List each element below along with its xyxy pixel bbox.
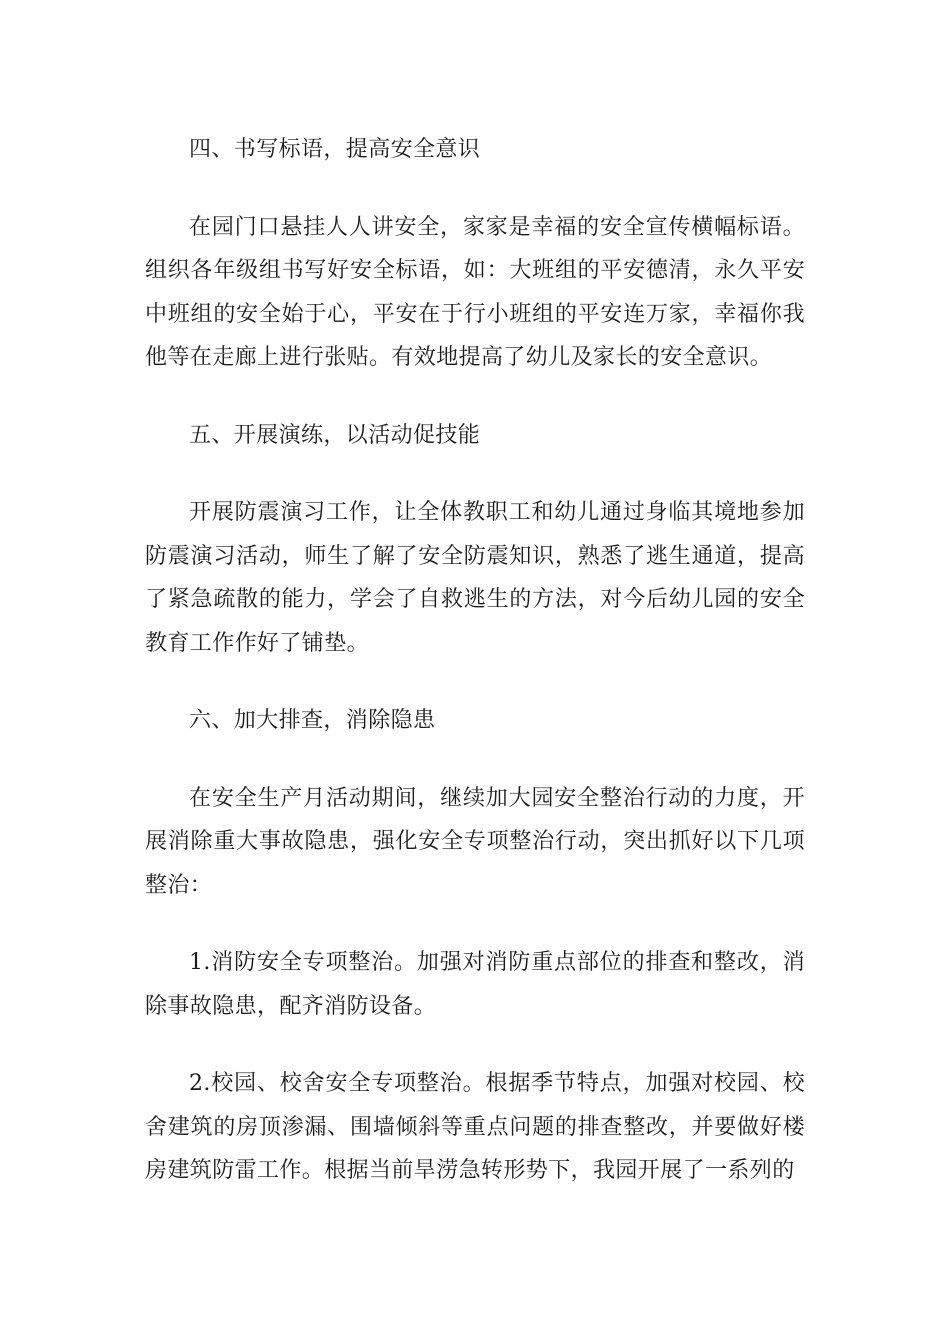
paragraph-inspection: 在安全生产月活动期间，继续加大园安全整治行动的力度，开展消除重大事故隐患，强化安全专项整治行动，突出抓好以下几项整治：: [145, 785, 805, 898]
section-heading-4: 四、书写标语，提高安全意识: [189, 137, 481, 162]
section-heading-5: 五、开展演练，以活动促技能: [189, 422, 481, 448]
list-item-campus-safety: 2.校园、校舍安全专项整治。根据季节特点，加强对校园、校舍建筑的房顶渗漏、围墙倾斜等重点问题的排查整改，并要做好楼房建筑防雷工作。根据当前旱涝急转形势下，我园开展了一系列的: [145, 1071, 805, 1183]
section-heading-6: 六、加大排查，消除隐患: [189, 708, 436, 733]
list-item-fire-safety: 1.消防安全专项整治。加强对消防重点部位的排查和整改，消除事故隐患，配齐消防设备。: [145, 950, 805, 1019]
paragraph-drill: 开展防震演习工作，让全体教职工和幼儿通过身临其境地参加防震演习活动，师生了解了安全防震知识，熟悉了逃生通道，提高了紧急疏散的能力，学会了自救逃生的方法，对今后幼儿园的安全教育工作作好了铺垫。: [145, 500, 805, 656]
paragraph-slogans: 在园门口悬挂人人讲安全，家家是幸福的安全宣传横幅标语。组织各年级组书写好安全标语，如：大班组的平安德清，永久平安中班组的安全始于心，平安在于行小班组的平安连万家，幸福你我他等在走廊上进行张贴。有效地提高了幼儿及家长的安全意识。: [145, 214, 805, 370]
document-page: [145, 128, 805, 1193]
